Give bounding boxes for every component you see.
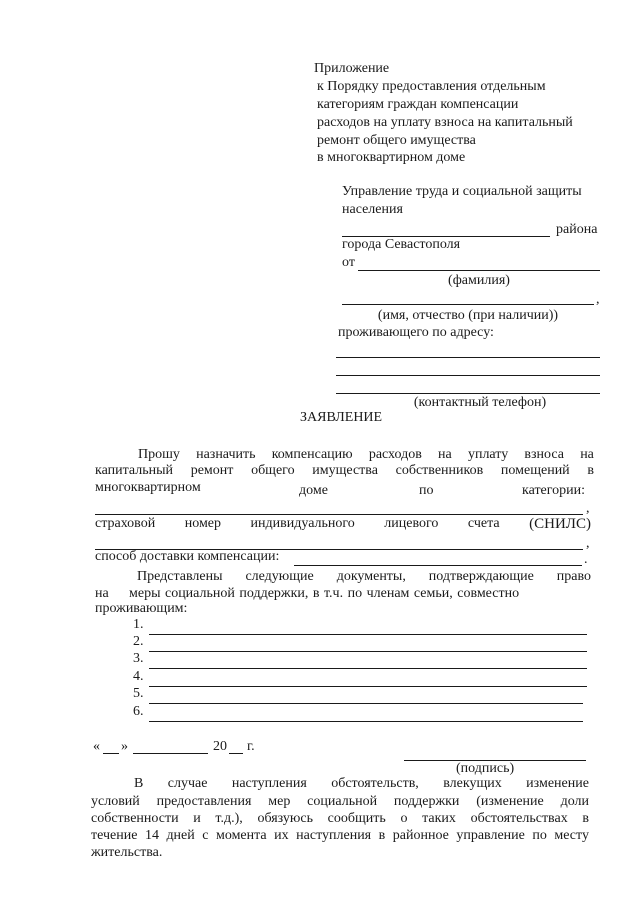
word: дней <box>166 828 195 843</box>
residence-label: проживающего по адресу: <box>338 325 494 340</box>
doc-item-1-blank[interactable] <box>149 634 587 635</box>
appendix-line-3: расходов на уплату взноса на капитальный <box>317 115 573 130</box>
word: случае <box>167 776 208 791</box>
word: индивидуального <box>250 516 355 531</box>
word: документы, <box>336 569 406 584</box>
word: расходов <box>368 447 422 462</box>
word: наступления <box>296 828 372 843</box>
doc-item-6-blank[interactable] <box>149 721 583 722</box>
word: с <box>202 828 209 843</box>
word: социальной <box>307 794 378 809</box>
word: на <box>438 447 452 462</box>
obligation-line-5: жительства. <box>91 845 163 860</box>
from-label: от <box>342 255 355 270</box>
signature-caption: (подпись) <box>456 761 515 776</box>
word: момента <box>215 828 267 843</box>
category-blank[interactable] <box>95 514 583 515</box>
word: Прошу <box>138 447 180 462</box>
documents-line-2-word-1: на <box>95 586 109 601</box>
obligation-line-3 <box>91 812 589 826</box>
surname-caption: (фамилия) <box>448 273 510 288</box>
category-comma: , <box>586 501 590 516</box>
request-line-2 <box>95 464 594 478</box>
word: влекущих <box>443 776 502 791</box>
city-label: города Севастополя <box>342 237 461 252</box>
word: общего <box>251 463 295 478</box>
word: назначить <box>196 447 256 462</box>
appendix-line-2: категориям граждан компенсации <box>317 97 519 112</box>
word: В <box>134 776 144 791</box>
date-month-blank[interactable] <box>133 753 208 754</box>
obligation-line-4 <box>91 829 589 843</box>
surname-blank[interactable] <box>358 270 600 271</box>
word: по <box>532 828 547 843</box>
word: обстоятельствах <box>470 811 568 826</box>
word: условий <box>91 794 140 809</box>
delivery-label: способ доставки компенсации: <box>95 549 280 564</box>
doc-item-2-blank[interactable] <box>149 651 587 652</box>
snils-line <box>95 517 591 532</box>
word: счета <box>467 516 500 531</box>
word: (изменение <box>476 794 544 809</box>
word: на <box>580 447 594 462</box>
word: в <box>587 463 594 478</box>
documents-line-1 <box>137 570 591 584</box>
word: течение <box>91 828 138 843</box>
appendix-title: Приложение <box>314 61 390 76</box>
doc-item-6-number: 6. <box>133 704 144 719</box>
request-line-1 <box>138 448 594 462</box>
word: подтверждающие <box>428 569 534 584</box>
doc-item-4-blank[interactable] <box>149 686 587 687</box>
date-day-blank[interactable] <box>103 753 119 754</box>
word: собственности <box>91 811 179 826</box>
word: в <box>378 828 386 843</box>
date-year-prefix: 20 <box>213 739 227 754</box>
word: право <box>556 569 591 584</box>
phone-caption: (контактный телефон) <box>413 395 547 410</box>
word: собственников <box>395 463 484 478</box>
word: Представлены <box>137 569 223 584</box>
word: следующие <box>245 569 314 584</box>
doc-item-4-number: 4. <box>133 669 144 684</box>
word: мер <box>268 794 291 809</box>
address-blank-2[interactable] <box>336 375 600 376</box>
org-line-2: населения <box>342 202 403 217</box>
date-quote-open: « <box>93 739 100 754</box>
request-line-3-word-1: многоквартирном <box>95 480 201 495</box>
word: поддержки <box>393 794 460 809</box>
word: сообщить <box>327 811 386 826</box>
word: капитальный <box>95 463 173 478</box>
snils-comma: , <box>586 536 590 551</box>
obligation-line-1 <box>134 777 589 791</box>
word: компенсацию <box>271 447 353 462</box>
word: т.д.), <box>215 811 243 826</box>
word: обстоятельств, <box>331 776 419 791</box>
name-caption: (имя, отчество (при наличии)) <box>377 308 559 323</box>
name-comma: , <box>596 292 600 307</box>
word: таких <box>422 811 456 826</box>
word: их <box>274 828 289 843</box>
date-quote-close: » <box>121 739 128 754</box>
request-line-3-word-4: категории: <box>522 483 586 498</box>
rayon-label: района <box>556 222 598 237</box>
word: управление <box>456 828 525 843</box>
word: и <box>193 811 201 826</box>
word: о <box>400 811 408 826</box>
word: взноса <box>524 447 564 462</box>
word: предоставления <box>156 794 252 809</box>
phone-blank[interactable] <box>336 393 600 394</box>
word: имущества <box>312 463 378 478</box>
word: 14 <box>144 828 159 843</box>
word: обязуюсь <box>257 811 313 826</box>
appendix-line-5: в многоквартирном доме <box>317 150 466 165</box>
doc-item-5-blank[interactable] <box>149 703 583 704</box>
delivery-blank[interactable] <box>294 565 582 566</box>
word: доли <box>560 794 589 809</box>
documents-line-2-rest: меры социальной поддержки, в т.ч. по членам семьи, совместно <box>129 586 520 601</box>
delivery-period: . <box>584 552 588 567</box>
word: лицевого <box>384 516 439 531</box>
request-line-3-word-2: доме <box>299 483 328 498</box>
appendix-line-4: ремонт общего имущества <box>317 133 476 148</box>
word: месту <box>554 828 589 843</box>
doc-item-2-number: 2. <box>133 634 144 649</box>
doc-item-5-number: 5. <box>133 686 144 701</box>
word: (СНИЛС) <box>529 516 591 532</box>
date-year-blank[interactable] <box>229 753 243 754</box>
word: изменение <box>526 776 589 791</box>
page-title: ЗАЯВЛЕНИЕ <box>300 410 383 425</box>
doc-item-3-blank[interactable] <box>149 668 587 669</box>
word: ремонт <box>190 463 234 478</box>
name-blank[interactable] <box>342 304 594 305</box>
address-blank-1[interactable] <box>336 357 600 358</box>
doc-item-1-number: 1. <box>133 617 144 632</box>
word: уплату <box>467 447 509 462</box>
org-line-1: Управление труда и социальной защиты <box>342 184 582 199</box>
date-year-suffix: г. <box>247 739 255 754</box>
word: номер <box>184 516 222 531</box>
word: наступления <box>231 776 307 791</box>
appendix-line-1: к Порядку предоставления отдельным <box>317 79 546 94</box>
request-line-3-word-3: по <box>419 483 434 498</box>
word: помещений <box>500 463 570 478</box>
word: районное <box>392 828 449 843</box>
word: в <box>582 811 589 826</box>
doc-item-3-number: 3. <box>133 651 144 666</box>
documents-line-3: проживающим: <box>95 601 188 616</box>
obligation-line-2 <box>91 795 589 809</box>
word: страховой <box>95 516 156 531</box>
